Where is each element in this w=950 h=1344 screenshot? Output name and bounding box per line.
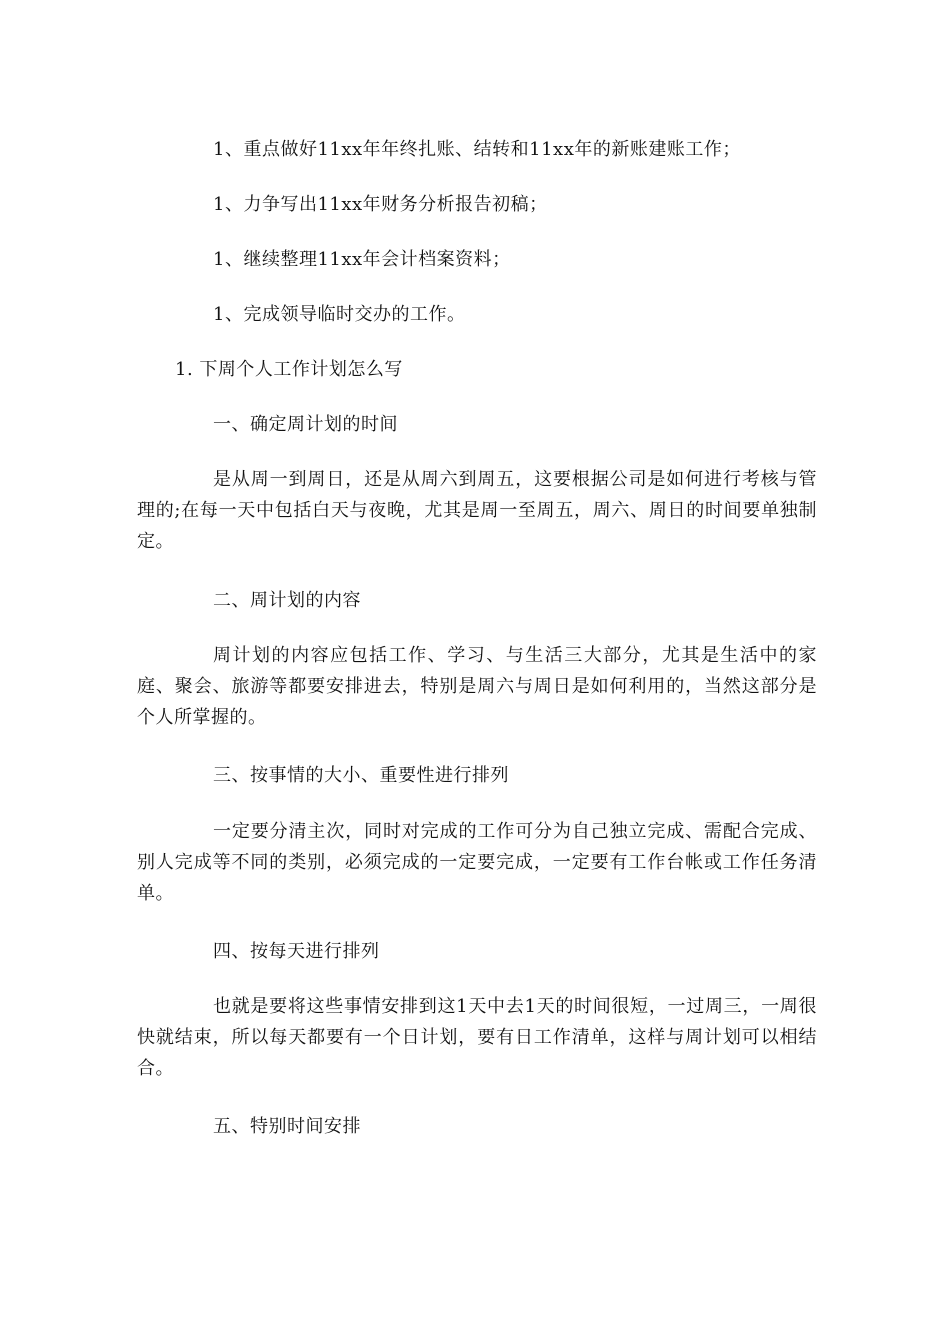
section-heading: 三、按事情的大小、重要性进行排列 (213, 765, 509, 786)
list-item: 1、完成领导临时交办的工作。 (213, 304, 466, 325)
section-heading: 二、周计划的内容 (213, 590, 361, 611)
paragraph: 是从周一到周日，还是从周六到周五，这要根据公司是如何进行考核与管理的;在每一天中包括白天与夜晚，尤其是周一至周五，周六、周日的时间要单独制定。 (137, 469, 817, 552)
section-heading: 一、确定周计划的时间 (213, 414, 398, 435)
paragraph: 一定要分清主次，同时对完成的工作可分为自己独立完成、需配合完成、别人完成等不同的类别，必须完成的一定要完成，一定要有工作台帐或工作任务清单。 (137, 821, 817, 904)
list-item: 1、力争写出11xx年财务分析报告初稿； (213, 194, 548, 215)
list-item: 1、继续整理11xx年会计档案资料； (213, 249, 511, 270)
section-heading: 四、按每天进行排列 (213, 941, 380, 962)
section-heading: 五、特别时间安排 (213, 1116, 361, 1137)
list-item: 1、重点做好11xx年年终扎账、结转和11xx年的新账建账工作； (213, 139, 741, 160)
paragraph: 周计划的内容应包括工作、学习、与生活三大部分，尤其是生活中的家庭、聚会、旅游等都要安排进去，特别是周六与周日是如何利用的，当然这部分是个人所掌握的。 (137, 645, 817, 728)
section-title: 1. 下周个人工作计划怎么写 (175, 359, 403, 380)
paragraph: 也就是要将这些事情安排到这1天中去1天的时间很短，一过周三，一周很快就结束，所以每天都要有一个日计划，要有日工作清单，这样与周计划可以相结合。 (137, 996, 817, 1079)
